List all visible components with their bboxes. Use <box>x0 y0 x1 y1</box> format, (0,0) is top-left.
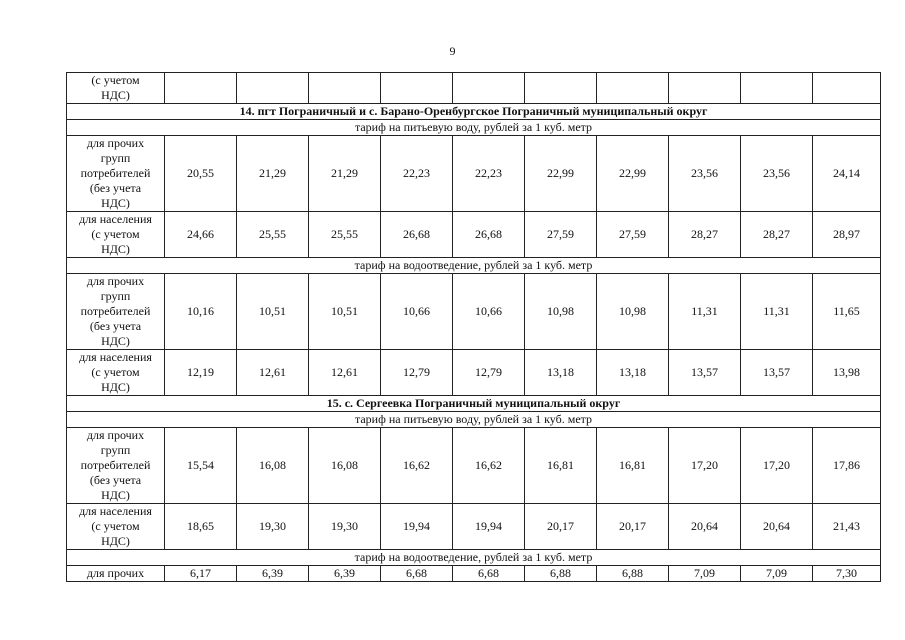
row-label <box>67 566 165 582</box>
table-row <box>67 274 881 350</box>
tariff-value-cell: 22,23 <box>381 136 453 212</box>
table-cell <box>165 73 237 104</box>
tariff-value-cell: 28,97 <box>813 212 881 258</box>
row-label-line: (с учетом <box>91 227 140 241</box>
tariff-value-cell: 10,51 <box>309 274 381 350</box>
tariff-value-cell: 11,65 <box>813 274 881 350</box>
row-label-line: потребителей <box>80 304 151 318</box>
row-label-line: групп <box>100 443 131 457</box>
tariff-value-cell: 20,17 <box>525 504 597 550</box>
row-label-line: групп <box>100 151 131 165</box>
tariff-value-cell: 23,56 <box>741 136 813 212</box>
tariff-value-cell: 16,81 <box>525 428 597 504</box>
section-row <box>67 396 881 412</box>
tariff-heading-row <box>67 412 881 428</box>
row-label-line: НДС) <box>101 88 130 102</box>
row-label-line: НДС) <box>101 488 130 502</box>
page-number: 9 <box>449 44 456 58</box>
row-label-line: для прочих <box>86 274 145 288</box>
tariff-value-cell: 10,66 <box>453 274 525 350</box>
tariff-value-cell: 22,99 <box>597 136 669 212</box>
tariff-value-cell: 13,98 <box>813 350 881 396</box>
row-label-line: НДС) <box>101 334 130 348</box>
tariff-value-cell: 6,39 <box>309 566 381 582</box>
row-label-line: для прочих <box>86 136 145 150</box>
tariff-value-cell: 23,56 <box>669 136 741 212</box>
tariff-value-cell: 16,81 <box>597 428 669 504</box>
table-cell <box>741 73 813 104</box>
tariff-value-cell: 13,18 <box>597 350 669 396</box>
tariff-value-cell: 27,59 <box>597 212 669 258</box>
tariff-value-cell: 13,57 <box>741 350 813 396</box>
tariff-value-cell: 13,57 <box>669 350 741 396</box>
tariff-value-cell: 10,16 <box>165 274 237 350</box>
tariff-value-cell: 20,55 <box>165 136 237 212</box>
tariff-value-cell: 28,27 <box>741 212 813 258</box>
tariff-value-cell: 19,94 <box>453 504 525 550</box>
row-label-line: для прочих <box>86 566 145 580</box>
table-row <box>67 350 881 396</box>
table-row <box>67 73 881 104</box>
table-row <box>67 212 881 258</box>
tariff-heading: тариф на питьевую воду, рублей за 1 куб. метр <box>67 412 881 428</box>
tariff-heading: тариф на водоотведение, рублей за 1 куб. метр <box>67 258 881 274</box>
tariff-value-cell: 25,55 <box>309 212 381 258</box>
tariff-value-cell: 7,30 <box>813 566 881 582</box>
tariff-value-cell: 22,23 <box>453 136 525 212</box>
tariff-value-cell: 12,61 <box>309 350 381 396</box>
tariff-value-cell: 20,64 <box>741 504 813 550</box>
tariff-value-cell: 27,59 <box>525 212 597 258</box>
table-cell <box>813 73 881 104</box>
tariff-value-cell: 24,66 <box>165 212 237 258</box>
tariff-heading: тариф на водоотведение, рублей за 1 куб. метр <box>67 550 881 566</box>
tariff-value-cell: 11,31 <box>669 274 741 350</box>
table-cell <box>669 73 741 104</box>
row-label <box>67 274 165 350</box>
tariff-value-cell: 21,29 <box>309 136 381 212</box>
table-row <box>67 504 881 550</box>
tariff-heading: тариф на питьевую воду, рублей за 1 куб. метр <box>67 120 881 136</box>
tariff-value-cell: 7,09 <box>741 566 813 582</box>
tariff-value-cell: 21,43 <box>813 504 881 550</box>
section-title: 15. с. Сергеевка Пограничный муниципальный округ <box>67 396 881 412</box>
tariff-value-cell: 20,64 <box>669 504 741 550</box>
tariff-value-cell: 13,18 <box>525 350 597 396</box>
row-label <box>67 504 165 550</box>
tariff-value-cell: 26,68 <box>453 212 525 258</box>
row-label <box>67 73 165 104</box>
tariff-value-cell: 16,08 <box>237 428 309 504</box>
row-label <box>67 212 165 258</box>
tariff-heading-row <box>67 258 881 274</box>
row-label-line: потребителей <box>80 458 151 472</box>
tariff-value-cell: 6,17 <box>165 566 237 582</box>
tariff-value-cell: 16,62 <box>453 428 525 504</box>
tariff-value-cell: 6,88 <box>597 566 669 582</box>
tariff-value-cell: 24,14 <box>813 136 881 212</box>
tariff-value-cell: 11,31 <box>741 274 813 350</box>
tariff-value-cell: 10,66 <box>381 274 453 350</box>
table-cell <box>453 73 525 104</box>
row-label-line: для прочих <box>86 428 145 442</box>
table-row <box>67 566 881 582</box>
row-label-line: потребителей <box>80 166 151 180</box>
row-label <box>67 350 165 396</box>
row-label-line: НДС) <box>101 534 130 548</box>
tariff-table <box>66 72 881 582</box>
tariff-value-cell: 17,20 <box>669 428 741 504</box>
tariff-value-cell: 10,98 <box>597 274 669 350</box>
tariff-value-cell: 28,27 <box>669 212 741 258</box>
table-cell <box>381 73 453 104</box>
tariff-value-cell: 12,79 <box>453 350 525 396</box>
tariff-value-cell: 6,39 <box>237 566 309 582</box>
tariff-value-cell: 17,20 <box>741 428 813 504</box>
row-label-line: (с учетом <box>91 365 140 379</box>
tariff-value-cell: 12,61 <box>237 350 309 396</box>
tariff-value-cell: 10,51 <box>237 274 309 350</box>
row-label-line: НДС) <box>101 380 130 394</box>
table-cell <box>309 73 381 104</box>
tariff-value-cell: 21,29 <box>237 136 309 212</box>
tariff-value-cell: 16,08 <box>309 428 381 504</box>
row-label-line: для населения <box>79 212 152 226</box>
row-label-line: (без учета <box>89 473 142 487</box>
tariff-table-body <box>67 73 881 582</box>
row-label-line: (без учета <box>89 319 142 333</box>
table-row <box>67 428 881 504</box>
tariff-value-cell: 19,30 <box>237 504 309 550</box>
table-cell <box>525 73 597 104</box>
section-title: 14. пгт Пограничный и с. Барано-Оренбургское Пограничный муниципальный округ <box>67 104 881 120</box>
tariff-value-cell: 19,30 <box>309 504 381 550</box>
tariff-value-cell: 10,98 <box>525 274 597 350</box>
table-cell <box>597 73 669 104</box>
tariff-heading-row <box>67 550 881 566</box>
row-label-line: групп <box>100 289 131 303</box>
tariff-value-cell: 22,99 <box>525 136 597 212</box>
tariff-value-cell: 6,68 <box>453 566 525 582</box>
table-row <box>67 136 881 212</box>
tariff-value-cell: 12,79 <box>381 350 453 396</box>
tariff-value-cell: 7,09 <box>669 566 741 582</box>
tariff-value-cell: 26,68 <box>381 212 453 258</box>
tariff-value-cell: 19,94 <box>381 504 453 550</box>
tariff-value-cell: 6,88 <box>525 566 597 582</box>
section-row <box>67 104 881 120</box>
tariff-value-cell: 17,86 <box>813 428 881 504</box>
row-label-line: для населения <box>79 504 152 518</box>
row-label-line: (с учетом <box>91 73 140 87</box>
tariff-value-cell: 25,55 <box>237 212 309 258</box>
table-cell <box>237 73 309 104</box>
row-label-line: (с учетом <box>91 519 140 533</box>
row-label <box>67 428 165 504</box>
tariff-value-cell: 18,65 <box>165 504 237 550</box>
row-label <box>67 136 165 212</box>
tariff-value-cell: 6,68 <box>381 566 453 582</box>
tariff-heading-row <box>67 120 881 136</box>
tariff-value-cell: 16,62 <box>381 428 453 504</box>
row-label-line: (без учета <box>89 181 142 195</box>
tariff-value-cell: 12,19 <box>165 350 237 396</box>
row-label-line: НДС) <box>101 242 130 256</box>
tariff-value-cell: 20,17 <box>597 504 669 550</box>
tariff-value-cell: 15,54 <box>165 428 237 504</box>
row-label-line: для населения <box>79 350 152 364</box>
row-label-line: НДС) <box>101 196 130 210</box>
